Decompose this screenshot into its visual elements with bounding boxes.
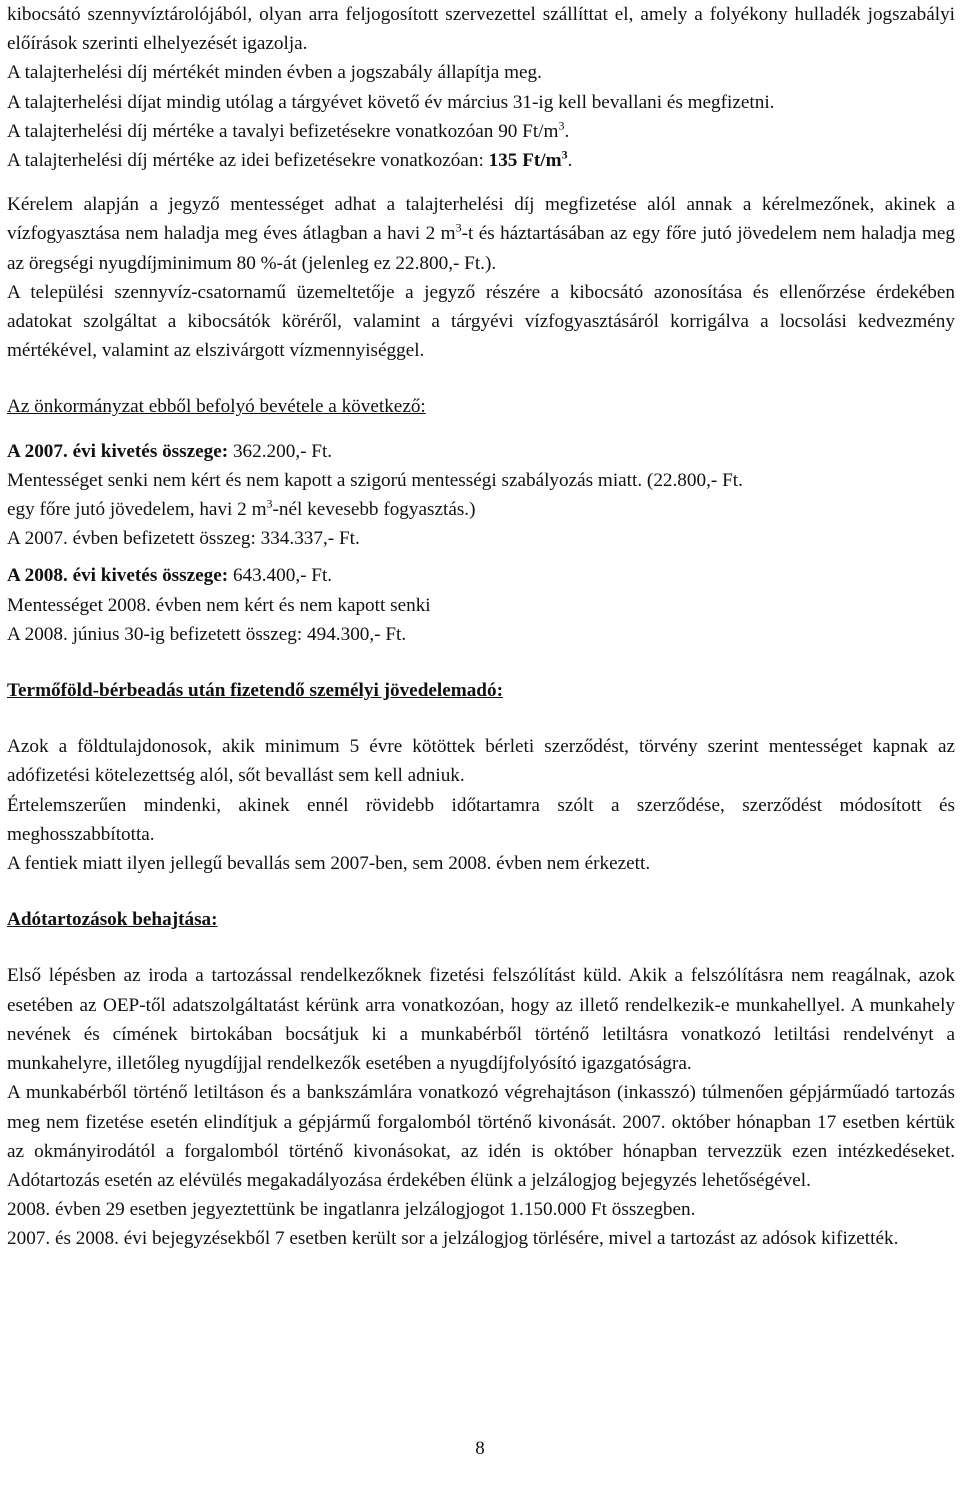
paragraph: [7, 190, 955, 278]
spacer: [7, 422, 955, 437]
revenue-line: A 2008. június 30-ig befizetett összeg: 494.300,- Ft.: [7, 623, 407, 645]
page-number: 8: [475, 1438, 485, 1459]
text: A talajterhelési díj mértéke a tavalyi befizetésekre vonatkozóan 90 Ft/m: [7, 120, 559, 142]
spacer: [7, 649, 955, 676]
label: A 2008. évi kivetés összege:: [7, 565, 229, 587]
revenue-line: [7, 561, 955, 590]
paragraph: A munkabérből történő letiltáson és a bankszámlára vonatkozó végrehajtáson (inkasszó) túlmenően gépjárműadó tartozás meg nem fizetése esetén elindítjuk a gépjármű forgalomból történő kivonását. 2007. október hónapban 17 esetben kértük az okmányirodától a forgalomból történő kivonásokat, az idén is október hónapban tervezzük ezen intézkedéseket. Adótartozás esetén az elévülés megakadályozása érdekében élünk a jelzálogjog bejegyzés lehetőségével.: [7, 1082, 955, 1191]
paragraph: [7, 117, 955, 146]
paragraph: 2008. évben 29 esetben jegyeztettünk be ingatlanra jelzálogjogot 1.150.000 Ft összegben.: [7, 1199, 696, 1221]
section-heading: Adótartozások behajtása:: [7, 909, 218, 931]
text: .: [564, 120, 570, 142]
spacer: [7, 934, 955, 961]
revenue-line: Mentességet 2008. évben nem kért és nem kapott senki: [7, 594, 431, 616]
value: 643.400,- Ft.: [228, 565, 333, 587]
bold-rate: 135 Ft/m: [488, 150, 562, 172]
superscript: 3: [558, 118, 565, 133]
value: 362.200,- Ft.: [228, 440, 333, 462]
text: .: [567, 150, 573, 172]
spacer: [7, 878, 955, 905]
text: egy főre jutó jövedelem, havi 2 m: [7, 499, 267, 521]
superscript: 3: [266, 496, 273, 511]
section-title: Az önkormányzat ebből befolyó bevétele a következő:: [7, 396, 426, 418]
superscript: 3: [561, 147, 568, 162]
text: -t és háztartásában az egy főre jutó jövedelem nem haladja meg az öregségi nyugdíjminimum 80 %-át (jelenleg ez 22.800,- Ft.).: [7, 223, 955, 274]
paragraph: A talajterhelési díjat mindig utólag a tárgyévet követő év március 31-ig kell bevallani és megfizetni.: [7, 91, 775, 113]
revenue-line: Mentességet senki nem kért és nem kapott a szigorú mentességi szabályozás miatt. (22.800,- Ft.: [7, 469, 743, 491]
revenue-line: A 2007. évben befizetett összeg: 334.337,- Ft.: [7, 528, 360, 550]
revenue-line: [7, 437, 955, 466]
label: A 2007. évi kivetés összege:: [7, 440, 229, 462]
paragraph: Azok a földtulajdonosok, akik minimum 5 évre kötöttek bérleti szerződést, törvény szerint mentességet kapnak az adófizetési kötelezettség alól, sőt bevallást sem kell adniuk.: [7, 736, 955, 787]
paragraph: Első lépésben az iroda a tartozással rendelkezőknek fizetési felszólítást küld. Akik a felszólításra nem reagálnak, azok esetében az OEP-től adatszolgáltatást kérünk arra vonatkozóan, hogy az illető rendelkezik-e munkahellyel. A munkahely nevének és címének birtokában bocsátjuk ki a munkabérből történő letiltásra vonatkozó letiltási rendelvényt a munkahelyre, illetőleg nyugdíjjal rendelkezők esetében a nyugdíjfolyósító igazgatóságra.: [7, 965, 955, 1075]
paragraph: A fentiek miatt ilyen jellegű bevallás sem 2007-ben, sem 2008. évben nem érkezett.: [7, 853, 651, 875]
text: -nél kevesebb fogyasztás.): [272, 499, 476, 521]
paragraph: A talajterhelési díj mértékét minden évben a jogszabály állapítja meg.: [7, 62, 542, 84]
paragraph: [7, 146, 955, 175]
revenue-line: [7, 495, 955, 524]
spacer: [7, 175, 955, 190]
paragraph: Értelemszerűen mindenki, akinek ennél rövidebb időtartamra szólt a szerződése, szerződést módosított és meghosszabbította.: [7, 794, 955, 845]
text: A talajterhelési díj mértéke az idei befizetésekre vonatkozóan:: [7, 150, 489, 172]
paragraph: A települési szennyvíz-csatornamű üzemeltetője a jegyző részére a kibocsátó azonosítása és ellenőrzése érdekében adatokat szolgáltat a kibocsátók köréről, valamint a tárgyévi vízfogyasztásáról korrigálva a locsolási kedvezmény mértékével, valamint az elszivárgott vízmennyiséggel.: [7, 281, 955, 362]
paragraph: kibocsátó szennyvíztárolójából, olyan arra feljogosított szervezettel szállíttat el, amely a folyékony hulladék jogszabályi előírások szerinti elhelyezését igazolja.: [7, 4, 955, 55]
text: Kérelem alapján a jegyző mentességet adhat a talajterhelési díj megfizetése alól annak a kérelmezőnek, akinek a vízfogyasztása nem haladja meg éves átlagban a havi 2 m: [7, 194, 955, 245]
document-page: [7, 0, 955, 1254]
spacer: [7, 365, 955, 392]
paragraph: 2007. és 2008. évi bejegyzésekből 7 esetben került sor a jelzálogjog törlésére, mivel a tartozást az adósok kifizették.: [7, 1228, 899, 1250]
spacer: [7, 705, 955, 732]
section-heading: Termőföld-bérbeadás után fizetendő személyi jövedelemadó:: [7, 680, 503, 702]
superscript: 3: [455, 221, 462, 236]
spacer: [7, 553, 955, 561]
